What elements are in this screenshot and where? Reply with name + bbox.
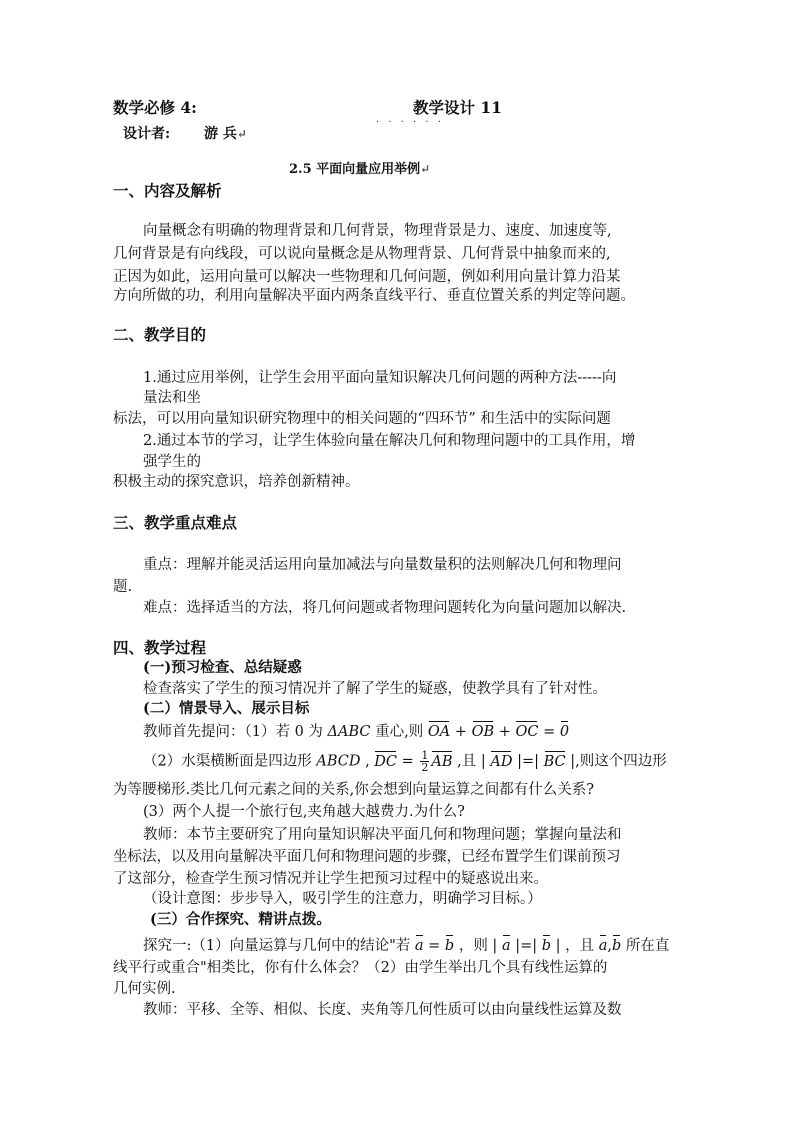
vector-a-pair: a — [598, 938, 608, 954]
section-heading-keypoints: 三、教学重点难点 — [113, 513, 238, 532]
vector-ab: AB — [431, 753, 453, 770]
teacher-line-1: 教师：本节主要研究了用向量知识解决平面几何和物理问题；掌握向量法和 — [143, 827, 622, 843]
section-heading-process: 四、教学过程 — [113, 638, 207, 657]
question-3: (3）两个人提一个旅行包,夹角越大越费力.为什么? — [143, 804, 465, 820]
teacher-line-2: 坐标法，以及用向量解决平面几何和物理问题的步骤，已经布置学生们课前预习 — [113, 849, 621, 865]
sec2-line-3: 标法，可以用向量知识研究物理中的相关问题的“四环节” 和生活中的实际问题 — [113, 411, 611, 427]
sec1-line-1: 向量概念有明确的物理背景和几何背景，物理背景是力、速度、加速度等, — [143, 223, 612, 239]
triangle-symbol: ΔABC — [327, 724, 371, 740]
sec2-line-4: 2.通过本节的学习，让学生体验向量在解决几何和物理问题中的工具作用，增 — [143, 433, 636, 449]
preview-text: 检查落实了学生的预习情况并了解了学生的疑惑，使教学具有了针对性。 — [143, 681, 607, 697]
sec2-line-1: 1.通过应用举例，让学生会用平面向量知识解决几何问题的两种方法-----向 — [143, 370, 617, 386]
fraction-half: $\frac{1}{2}$ — [421, 749, 429, 774]
vector-dc: DC — [374, 753, 398, 770]
vector-oa: OA — [427, 724, 451, 740]
vector-a-abs: a — [501, 938, 511, 954]
sec3-line-1: 重点：理解并能灵活运用向量加减法与向量数量积的法则解决几何和物理问 — [143, 557, 622, 573]
sec2-line-2: 量法和坐 — [143, 390, 201, 406]
vector-bc: BC — [543, 753, 566, 770]
vector-b-pair: b — [612, 938, 622, 954]
lesson-title: 2.5 平面向量应用举例↵ — [289, 162, 431, 177]
sec3-line-2: 题. — [113, 579, 133, 595]
sec2-line-5: 强学生的 — [143, 454, 201, 470]
section-heading-content: 一、内容及解析 — [113, 181, 222, 200]
designer-name: 游 兵↵ — [204, 126, 247, 142]
vector-b-abs: b — [541, 938, 552, 954]
section-heading-goals: 二、教学目的 — [113, 325, 207, 344]
designer-label: 设计者: — [123, 126, 171, 142]
sec3-line-3: 难点：选择适当的方法，将几何问题或者物理问题转化为向量问题加以解决. — [143, 600, 627, 616]
design-intent: （设计意图：步步导入，吸引学生的注意力，明确学习目标。） — [143, 891, 542, 907]
vector-a: a — [414, 938, 424, 954]
vector-oc: OC — [515, 724, 539, 740]
explore-line-1: 探究一:（1）向量运算与几何中的结论"若 a = b ，则 | a |=| b | ，且 a,b 所在直 — [143, 938, 670, 954]
question-2-cont: 为等腰梯形.类比几何元素之间的关系,你会想到向量运算之间都有什么关系? — [113, 782, 594, 798]
explore-line-2: 线平行或重合"相类比，你有什么体会？（2）由学生举出几个具有线性运算的 — [113, 960, 608, 976]
subheading-preview: (一)预习检查、总结疑惑 — [143, 659, 302, 676]
sec2-line-6: 积极主动的探究意识，培养创新精神。 — [113, 474, 360, 490]
sec1-line-2: 几何背景是有向线段，可以说向量概念是从物理背景、几何背景中抽象而来的, — [113, 246, 611, 262]
zero-vector: 0 — [559, 724, 570, 740]
subject-title: 数学必修 4: — [113, 98, 197, 117]
vector-b: b — [444, 938, 455, 954]
sec1-line-4: 方向所做的功，利用向量解决平面内两条直线平行、垂直位置关系的判定等问题。 — [113, 288, 635, 304]
teacher-line-3: 了这部分，检查学生预习情况并让学生把预习过程中的疑惑说出来。 — [113, 871, 548, 887]
subheading-explore: (三）合作探究、精讲点拨。 — [150, 911, 331, 928]
quad-symbol: ABCD — [316, 753, 361, 770]
vector-ad: AD — [490, 753, 513, 770]
teacher-line-4: 教师：平移、全等、相似、长度、夹角等几何性质可以由向量线性运算及数 — [143, 1002, 622, 1018]
sec1-line-3: 正因为如此，运用向量可以解决一些物理和几何问题，例如利用向量计算力沿某 — [113, 269, 621, 285]
vector-ob: OB — [471, 724, 495, 740]
decorative-dots: · · · · · · — [376, 117, 444, 128]
subheading-scenario: (二）情景导入、展示目标 — [143, 700, 310, 717]
explore-line-3: 几何实例. — [113, 981, 176, 997]
question-1: 教师首先提问：（1）若 0 为 ΔABC 重心,则 OA + OB + OC = 0 — [143, 724, 570, 740]
doc-title: 教学设计 11 — [413, 98, 502, 117]
question-2: （2）水渠横断面是四边形 ABCD , DC = $\frac{1}{2}$ AB ,且 | AD |=| BC |,则这个四边形 — [143, 749, 667, 774]
